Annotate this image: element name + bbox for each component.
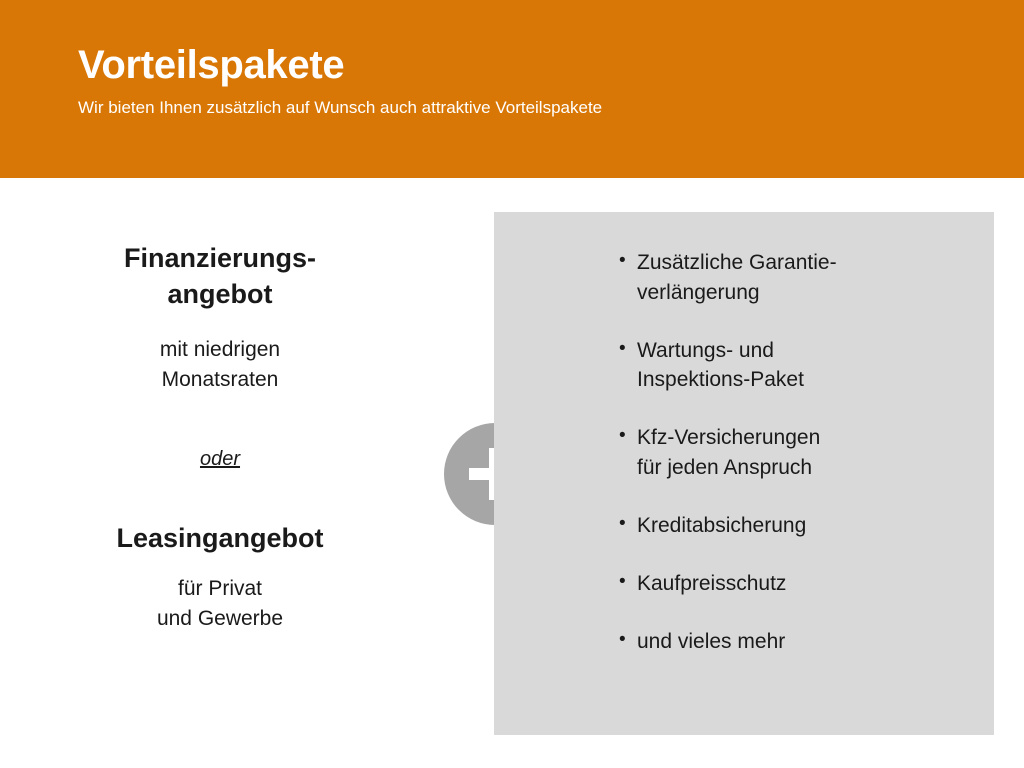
list-item: • Wartungs- und Inspektions-Paket [619, 336, 954, 396]
financing-heading [60, 240, 380, 313]
financing-heading-line1: Finanzierungs- [123, 243, 316, 273]
financing-subtext-line1: mit niedrigen [159, 337, 281, 361]
leasing-subtext-line2: und Gewerbe [156, 607, 284, 631]
header-banner [0, 0, 1024, 178]
offer-column [60, 240, 380, 635]
page-title: Vorteilspakete [78, 43, 345, 87]
leasing-subtext [60, 574, 380, 635]
benefits-list [619, 248, 954, 656]
list-item: • Kreditabsicherung [619, 511, 954, 541]
leasing-heading: Leasingangebot [116, 522, 324, 553]
list-item: • Kaufpreisschutz [619, 569, 954, 599]
connector-word-wrapper [60, 396, 380, 471]
connector-word: oder [199, 447, 241, 470]
page-subtitle: Wir bieten Ihnen zusätzlich auf Wunsch auch attraktive Vorteilspakete [78, 98, 603, 117]
financing-subtext [60, 335, 380, 396]
leasing-subtext-line1: für Privat [177, 576, 263, 600]
financing-heading-line2: angebot [167, 279, 273, 310]
benefits-panel [494, 212, 994, 735]
list-item: • Kfz-Versicherungen für jeden Anspruch [619, 423, 954, 483]
list-item: • und vieles mehr [619, 627, 954, 657]
list-item: • Zusätzliche Garantie- verlängerung [619, 248, 954, 308]
financing-subtext-line2: Monatsraten [161, 368, 279, 392]
